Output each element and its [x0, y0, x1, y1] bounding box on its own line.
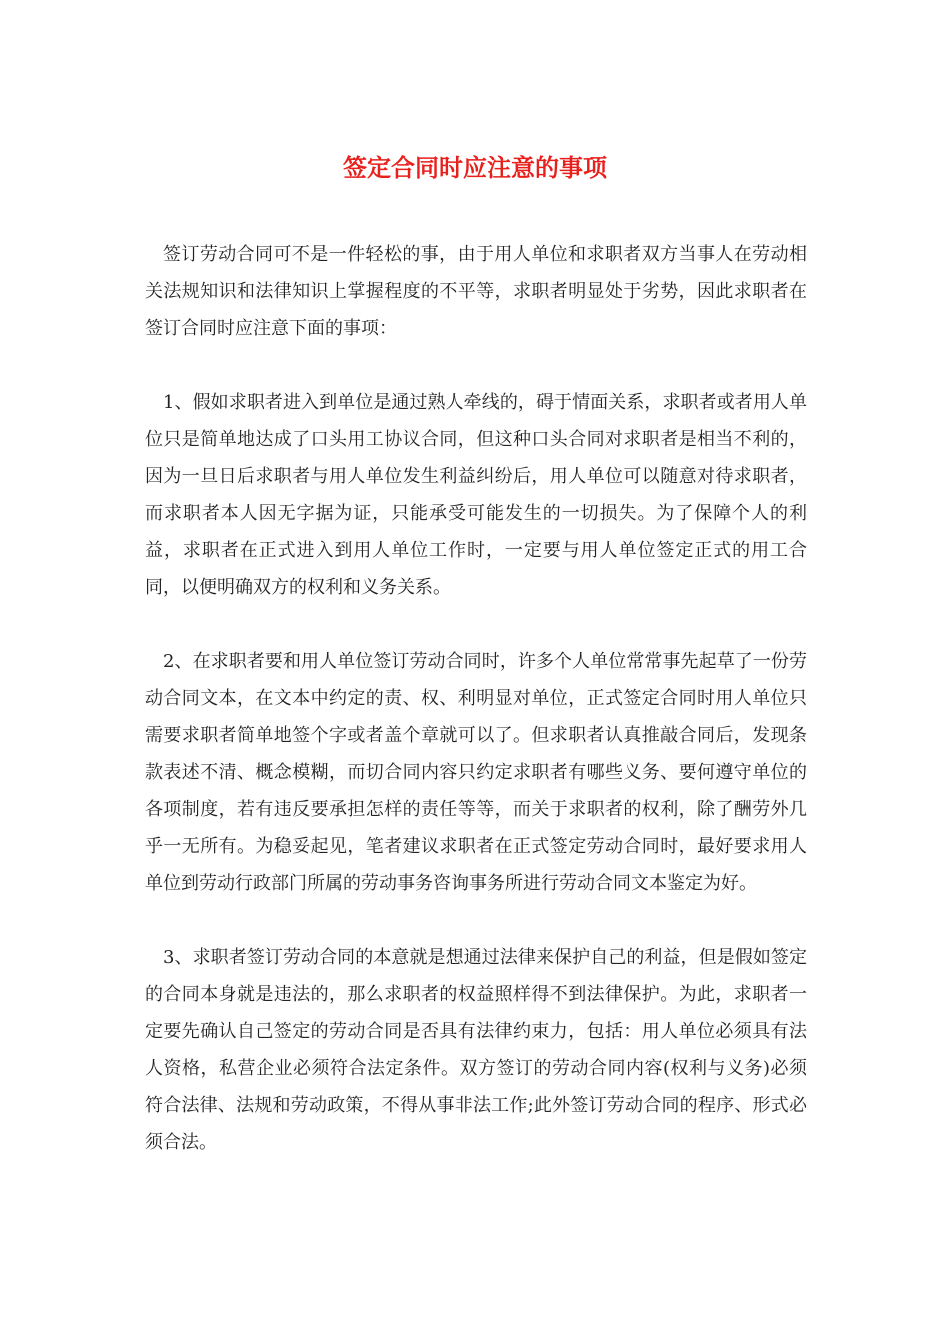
paragraph-item-2: 2、在求职者要和用人单位签订劳动合同时，许多个人单位常常事先起草了一份劳动合同文本，在文本中约定的责、权、利明显对单位，正式签定合同时用人单位只需要求职者简单地签个字或者盖个章就可以了。但求职者认真推敲合同后，发现条款表述不清、概念模糊，而切合同内容只约定求职者有哪些义务、要何遵守单位的各项制度，若有违反要承担怎样的责任等等，而关于求职者的权利，除了酬劳外几乎一无所有。为稳妥起见，笔者建议求职者在正式签定劳动合同时，最好要求用人单位到劳动行政部门所属的劳动事务咨询事务所进行劳动合同文本鉴定为好。: [145, 651, 807, 894]
paragraph-intro: 签订劳动合同可不是一件轻松的事，由于用人单位和求职者双方当事人在劳动相关法规知识和法律知识上掌握程度的不平等，求职者明显处于劣势，因此求职者在签订合同时应注意下面的事项：: [145, 244, 807, 339]
document-title: 签定合同时应注意的事项: [343, 154, 607, 182]
paragraph-item-3: 3、求职者签订劳动合同的本意就是想通过法律来保护自己的利益，但是假如签定的合同本身就是违法的，那么求职者的权益照样得不到法律保护。为此，求职者一定要先确认自己签定的劳动合同是否具有法律约束力，包括：用人单位必须具有法人资格，私营企业必须符合法定条件。双方签订的劳动合同内容(权利与义务)必须符合法律、法规和劳动政策，不得从事非法工作;此外签订劳动合同的程序、形式必须合法。: [145, 947, 807, 1153]
paragraph-item-1: 1、假如求职者进入到单位是通过熟人牵线的，碍于情面关系，求职者或者用人单位只是简单地达成了口头用工协议合同，但这种口头合同对求职者是相当不利的，因为一旦日后求职者与用人单位发生利益纠纷后，用人单位可以随意对待求职者，而求职者本人因无字据为证，只能承受可能发生的一切损失。为了保障个人的利益，求职者在正式进入到用人单位工作时，一定要与用人单位签定正式的用工合同，以便明确双方的权利和义务关系。: [145, 392, 807, 598]
document-body: [145, 236, 807, 1198]
